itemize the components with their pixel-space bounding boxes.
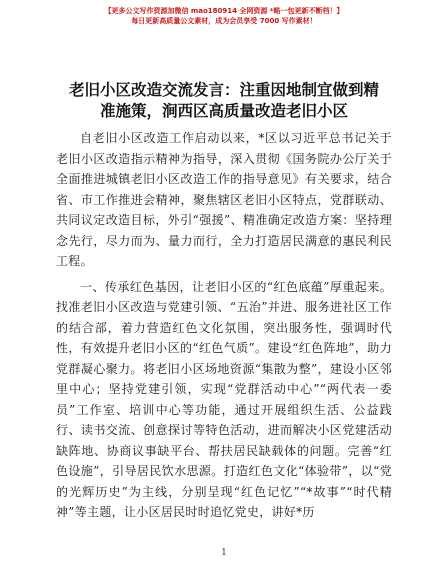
- promo-banner-line2: 每日更新高质量公文素材，成为会员享受 7000 写作素材！: [131, 17, 317, 25]
- page-number: 1: [221, 548, 227, 558]
- promo-banner-line1: 【更多公文写作资源加微信 mao180914 全网资源 *略一包更新不断档！】: [104, 7, 344, 15]
- document-title-line1: 老旧小区改造交流发言：注重因地制宜做到精: [68, 81, 379, 99]
- document-body: [56, 128, 392, 523]
- document-title: [56, 80, 392, 122]
- promo-banner: [0, 6, 448, 26]
- paragraph-section-one: 一、传承红色基因，让老旧小区的“红色底蕴”厚重起来。找准老旧小区改造与党建引领、“五治”并进、服务进社区工作的结合部，着力营造红色文化氛围，突出服务性，强调时代性，有效提升老旧小区的“红色气质”。建设“红色阵地”，助力党群凝心聚力。将老旧小区场地资源“集散为整”，建设小区邻里中心；坚持党建引领，实现“党群活动中心”“两代表一委员”工作室、培训中心等功能，通过开展组织生活、公益践行、读书交流、创意探讨等特色活动，进而解决小区党建活动缺阵地、协商议事缺平台、帮扶居民缺载体的问题。完善“红色设施”，引导居民饮水思源。打造红色文化“体验带”，以“党的光辉历史”为主线，分别呈现“红色记忆”“*故事”“时代精神”等主题，让小区居民时时追忆党史，讲好*历: [56, 279, 392, 519]
- paragraph-intro: 自老旧小区改造工作启动以来，*区以习近平总书记关于老旧小区改造指示精神为指导，深入贯彻《国务院办公厅关于全面推进城镇老旧小区改造工作的指导意见》有关要求，结合省、市工作推进会精神，聚焦辖区老旧小区特点，党群联动、共同议定改造目标，外引“强援”、精准确定改造方案：坚持理念先行，尽力而为、量力而行，全力打造居民满意的惠民利民工程。: [56, 131, 392, 268]
- document-title-line2: 准施策，涧西区高质量改造老旧小区: [99, 102, 348, 120]
